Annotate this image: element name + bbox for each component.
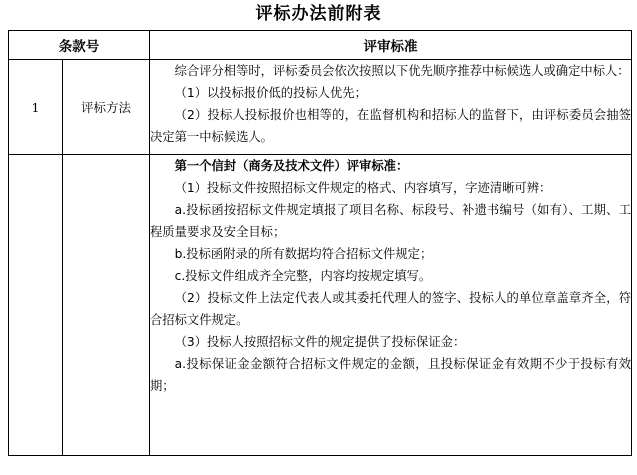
standard-paragraph: a.投标保证金金额符合招标文件规定的金额，且投标保证金有效期不少于投标有效期； [150,357,631,393]
envelope-heading: 第一个信封（商务及技术文件）评审标准： [174,159,409,173]
standard-cell [150,155,632,456]
standard-paragraph: （1）投标文件按照招标文件规定的格式、内容填写，字迹清晰可辨： [174,181,552,195]
document-title: 评标办法前附表 [255,4,382,24]
standard-paragraph: c.投标文件组成齐全完整，内容均按规定填写。 [174,269,432,283]
standard-paragraph: （1）以投标报价低的投标人优先； [174,86,367,100]
standard-paragraph: （2）投标人投标报价也相等的，在监督机构和招标人的监督下，由评标委员会抽签决定第一中标候选人。 [150,108,631,144]
evaluation-rules-table [8,30,632,456]
table-row [9,60,632,155]
standard-paragraph: b.投标函附录的所有数据均符合招标文件规定； [174,247,433,261]
clause-number-cell [9,155,63,456]
clause-name-cell [63,155,150,456]
standard-cell [150,60,632,155]
table-header-row [9,31,632,60]
standard-paragraph: 综合评分相等时，评标委员会依次按照以下优先顺序推荐中标候选人或确定中标人： [174,64,630,78]
table-row [9,155,632,456]
standard-paragraph: （3）投标人按照招标文件的规定提供了投标保证金： [174,335,466,349]
clause-name-cell: 评标方法 [63,60,150,155]
clause-number-cell: 1 [9,60,63,155]
clause-number-header: 条款号 [9,31,150,60]
standard-header: 评审标准 [150,31,632,60]
standard-paragraph: （2）投标文件上法定代表人或其委托代理人的签字、投标人的单位章盖章齐全，符合招标文件规定。 [150,291,631,327]
standard-paragraph: a.投标函按招标文件规定填报了项目名称、标段号、补遗书编号（如有）、工期、工程质量要求及安全目标； [150,203,631,239]
